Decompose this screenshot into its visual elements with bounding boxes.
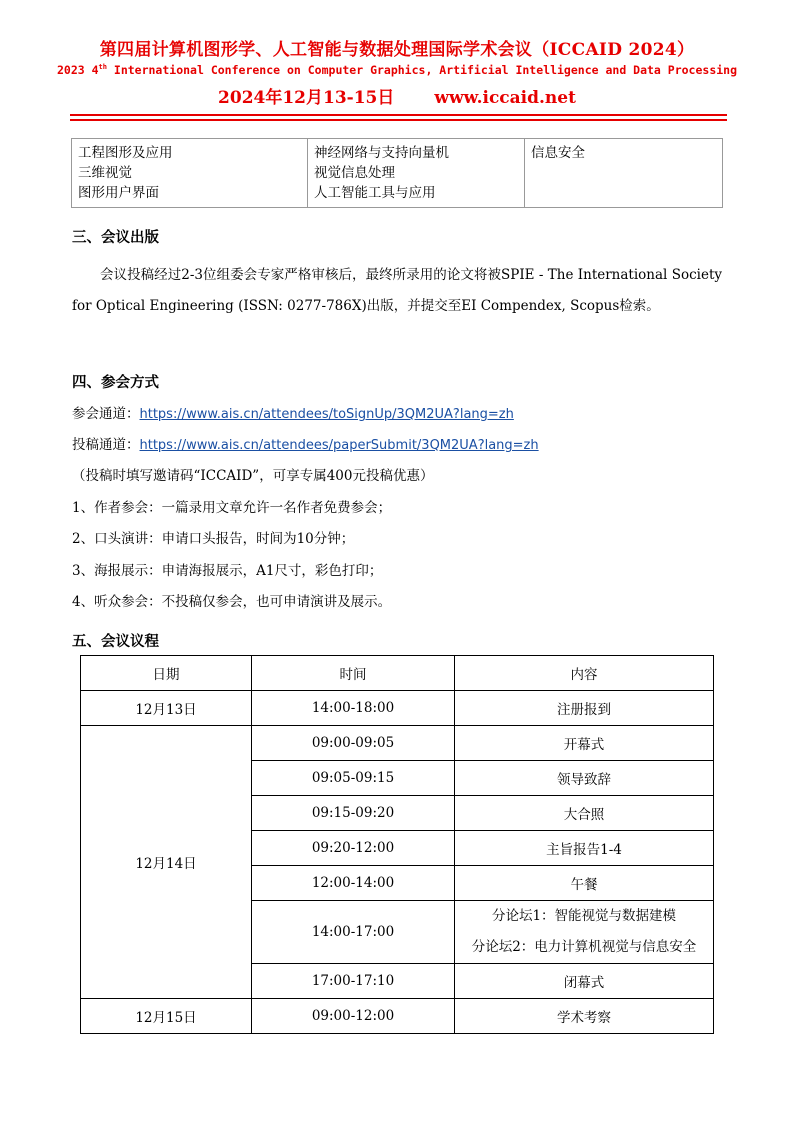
forum-2: 分论坛2：电力计算机视觉与信息安全 [471, 939, 697, 955]
agenda-content: 闭幕式 [455, 964, 714, 999]
conference-date-line [0, 83, 794, 108]
agenda-content: 学术考察 [455, 999, 714, 1034]
participation-item: 4、听众参会：不投稿仅参会，也可申请演讲及展示。 [72, 594, 392, 610]
publication-paragraph: 会议投稿经过2-3位组委会专家严格审核后，最终所录用的论文将被SPIE - The International Society for Optical Engineering (ISSN: 0277-786X)出版，并提交至EI Compendex, Scopus检索。 [72, 267, 722, 314]
topic-item: 人工智能工具与应用 [314, 185, 436, 201]
table-row [81, 656, 714, 691]
agenda-time: 14:00-17:00 [252, 901, 455, 964]
agenda-content: 主旨报告1-4 [455, 831, 714, 866]
participation-item: 2、口头演讲：申请口头报告，时间为10分钟； [72, 531, 355, 547]
topics-col-1 [72, 139, 308, 208]
agenda-content [455, 901, 714, 964]
conference-title-cn: 第四届计算机图形学、人工智能与数据处理国际学术会议（ICCAID 2024） [99, 40, 695, 60]
agenda-time: 09:20-12:00 [252, 831, 455, 866]
header-content: 内容 [455, 656, 714, 691]
section-publication-heading: 三、会议出版 [72, 229, 159, 246]
agenda-content: 开幕式 [455, 726, 714, 761]
agenda-date: 12月15日 [81, 999, 252, 1034]
submit-line [72, 433, 539, 453]
agenda-time: 09:15-09:20 [252, 796, 455, 831]
agenda-time: 17:00-17:10 [252, 964, 455, 999]
table-row [81, 999, 714, 1034]
topic-item: 视觉信息处理 [314, 165, 395, 181]
topic-item: 神经网络与支持向量机 [314, 145, 449, 161]
topics-table [71, 138, 723, 208]
section-agenda-heading: 五、会议议程 [72, 633, 159, 650]
conference-title-en: 2023 4th International Conference on Computer Graphics, Artificial Intelligence and Data Processing [56, 63, 738, 77]
signup-link[interactable]: https://www.ais.cn/attendees/toSignUp/3QM2UA?lang=zh [139, 407, 514, 422]
conference-date: 2024年12月13-15日 [218, 88, 395, 108]
agenda-content: 领导致辞 [455, 761, 714, 796]
signup-label: 参会通道： [72, 406, 140, 422]
invite-note: （投稿时填写邀请码“ICCAID”，可享专属400元投稿优惠） [72, 468, 434, 484]
header-rule-bottom [70, 119, 727, 121]
agenda-content: 午餐 [455, 866, 714, 901]
forum-1: 分论坛1：智能视觉与数据建模 [491, 908, 677, 924]
agenda-time: 09:00-12:00 [252, 999, 455, 1034]
topics-col-3 [525, 139, 723, 208]
agenda-time: 09:05-09:15 [252, 761, 455, 796]
table-row [81, 726, 714, 761]
agenda-time: 09:00-09:05 [252, 726, 455, 761]
agenda-time: 12:00-14:00 [252, 866, 455, 901]
topic-item: 图形用户界面 [78, 185, 159, 201]
agenda-date: 12月13日 [81, 691, 252, 726]
participation-item: 3、海报展示：申请海报展示，A1尺寸，彩色打印； [72, 563, 383, 579]
agenda-table [80, 655, 714, 1034]
topic-item: 信息安全 [531, 145, 585, 161]
agenda-time: 14:00-18:00 [252, 691, 455, 726]
topics-col-2 [308, 139, 525, 208]
section-participation-heading: 四、参会方式 [72, 374, 159, 391]
submit-link[interactable]: https://www.ais.cn/attendees/paperSubmit/3QM2UA?lang=zh [139, 438, 539, 453]
submit-label: 投稿通道： [72, 437, 140, 453]
header-rule-top [70, 114, 727, 116]
topic-item: 三维视觉 [78, 165, 132, 181]
participation-item: 1、作者参会：一篇录用文章允许一名作者免费参会； [72, 500, 392, 516]
agenda-date: 12月14日 [81, 726, 252, 999]
agenda-content: 注册报到 [455, 691, 714, 726]
header-date: 日期 [81, 656, 252, 691]
conference-website: www.iccaid.net [434, 88, 576, 108]
table-row [81, 691, 714, 726]
topic-item: 工程图形及应用 [78, 145, 173, 161]
header-time: 时间 [252, 656, 455, 691]
agenda-content: 大合照 [455, 796, 714, 831]
signup-line [72, 402, 514, 422]
